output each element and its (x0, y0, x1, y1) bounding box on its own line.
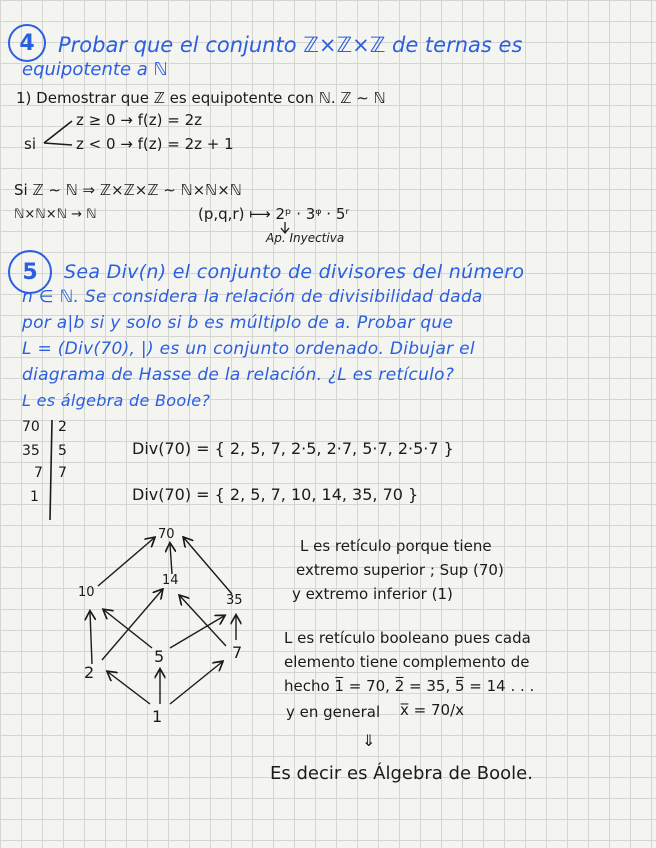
hasse-node-7: 7 (232, 643, 243, 662)
factor-right-3: 7 (58, 465, 67, 481)
hasse-node-2: 2 (84, 663, 95, 682)
piecewise-case-1: z ≥ 0 → f(z) = 2z (76, 111, 203, 129)
problem-5-number: 5 (22, 259, 38, 285)
factor-left-4: 1 (30, 489, 39, 505)
hasse-node-1: 1 (152, 707, 163, 726)
edge-2-10 (90, 612, 92, 664)
conclusion: Es decir es Álgebra de Boole. (270, 763, 533, 784)
hasse-node-14: 14 (162, 573, 179, 588)
divisors-products: Div(70) = { 2, 5, 7, 2·5, 2·7, 5·7, 2·5·7 } (132, 439, 454, 458)
boolean-note-1: L es retículo booleano pues cada (284, 629, 531, 647)
factor-left-2: 35 (22, 443, 40, 459)
divisors-values: Div(70) = { 2, 5, 7, 10, 14, 35, 70 } (132, 485, 419, 504)
map-rule: (p,q,r) ⟼ 2ᵖ · 3ᵠ · 5ʳ (198, 205, 350, 223)
edge-10-70 (98, 538, 154, 586)
edge-5-10 (104, 610, 152, 648)
factor-right-2: 5 (58, 443, 67, 459)
map-domain: ℕ×ℕ×ℕ → ℕ (14, 207, 97, 222)
hasse-node-10: 10 (78, 585, 95, 600)
edge-1-7 (170, 662, 222, 704)
problem-5-line-1: Sea Div(n) el conjunto de divisores del número (64, 261, 525, 283)
problem-4-title-line-1: Probar que el conjunto ℤ×ℤ×ℤ de ternas es (58, 33, 523, 57)
equipotence-implication: Si ℤ ∼ ℕ ⇒ ℤ×ℤ×ℤ ∼ ℕ×ℕ×ℕ (14, 181, 242, 199)
hasse-node-5: 5 (154, 647, 165, 666)
factor-right-1: 2 (58, 419, 67, 435)
edge-2-14 (102, 590, 162, 660)
problem-5-line-6: L es álgebra de Boole? (22, 391, 211, 410)
problem-4-title-line-2: equipotente a ℕ (22, 59, 168, 80)
general-text: y en general (286, 703, 381, 721)
general-formula: x̅ = 70/x (400, 701, 464, 719)
problem-5-line-4: L = (Div(70), |) es un conjunto ordenado. Dibujar el (22, 339, 475, 359)
boolean-note-3: hecho 1̅ = 70, 2̅ = 35, 5̅ = 14 . . . (284, 677, 535, 695)
hasse-node-70: 70 (158, 527, 175, 542)
boolean-note-2: elemento tiene complemento de (284, 653, 530, 671)
edge-35-70 (184, 538, 232, 594)
problem-5-line-3: por a|b si y solo si b es múltiplo de a. Probar que (22, 313, 454, 333)
problem-5-line-5: diagrama de Hasse de la relación. ¿L es retículo? (22, 365, 455, 385)
step-1-statement: 1) Demostrar que ℤ es equipotente con ℕ. ℤ ∼ ℕ (16, 89, 386, 107)
implies-arrow: ⇓ (362, 731, 376, 750)
hasse-node-35: 35 (226, 593, 243, 608)
edge-14-70 (170, 544, 172, 574)
lattice-note-2: extremo superior ; Sup (70) (296, 561, 504, 579)
map-note: Ap. Inyectiva (266, 231, 345, 245)
factor-left-1: 70 (22, 419, 40, 435)
problem-4-number: 4 (19, 30, 35, 56)
lattice-note-3: y extremo inferior (1) (292, 585, 453, 603)
piecewise-case-2: z < 0 → f(z) = 2z + 1 (76, 135, 234, 153)
problem-5-line-2: n ∈ ℕ. Se considera la relación de divisibilidad dada (22, 287, 483, 307)
factor-left-3: 7 (34, 465, 43, 481)
piecewise-si-label: si (24, 135, 36, 153)
edge-5-35 (170, 616, 224, 648)
lattice-note-1: L es retículo porque tiene (300, 537, 492, 555)
edge-1-2 (108, 672, 150, 704)
